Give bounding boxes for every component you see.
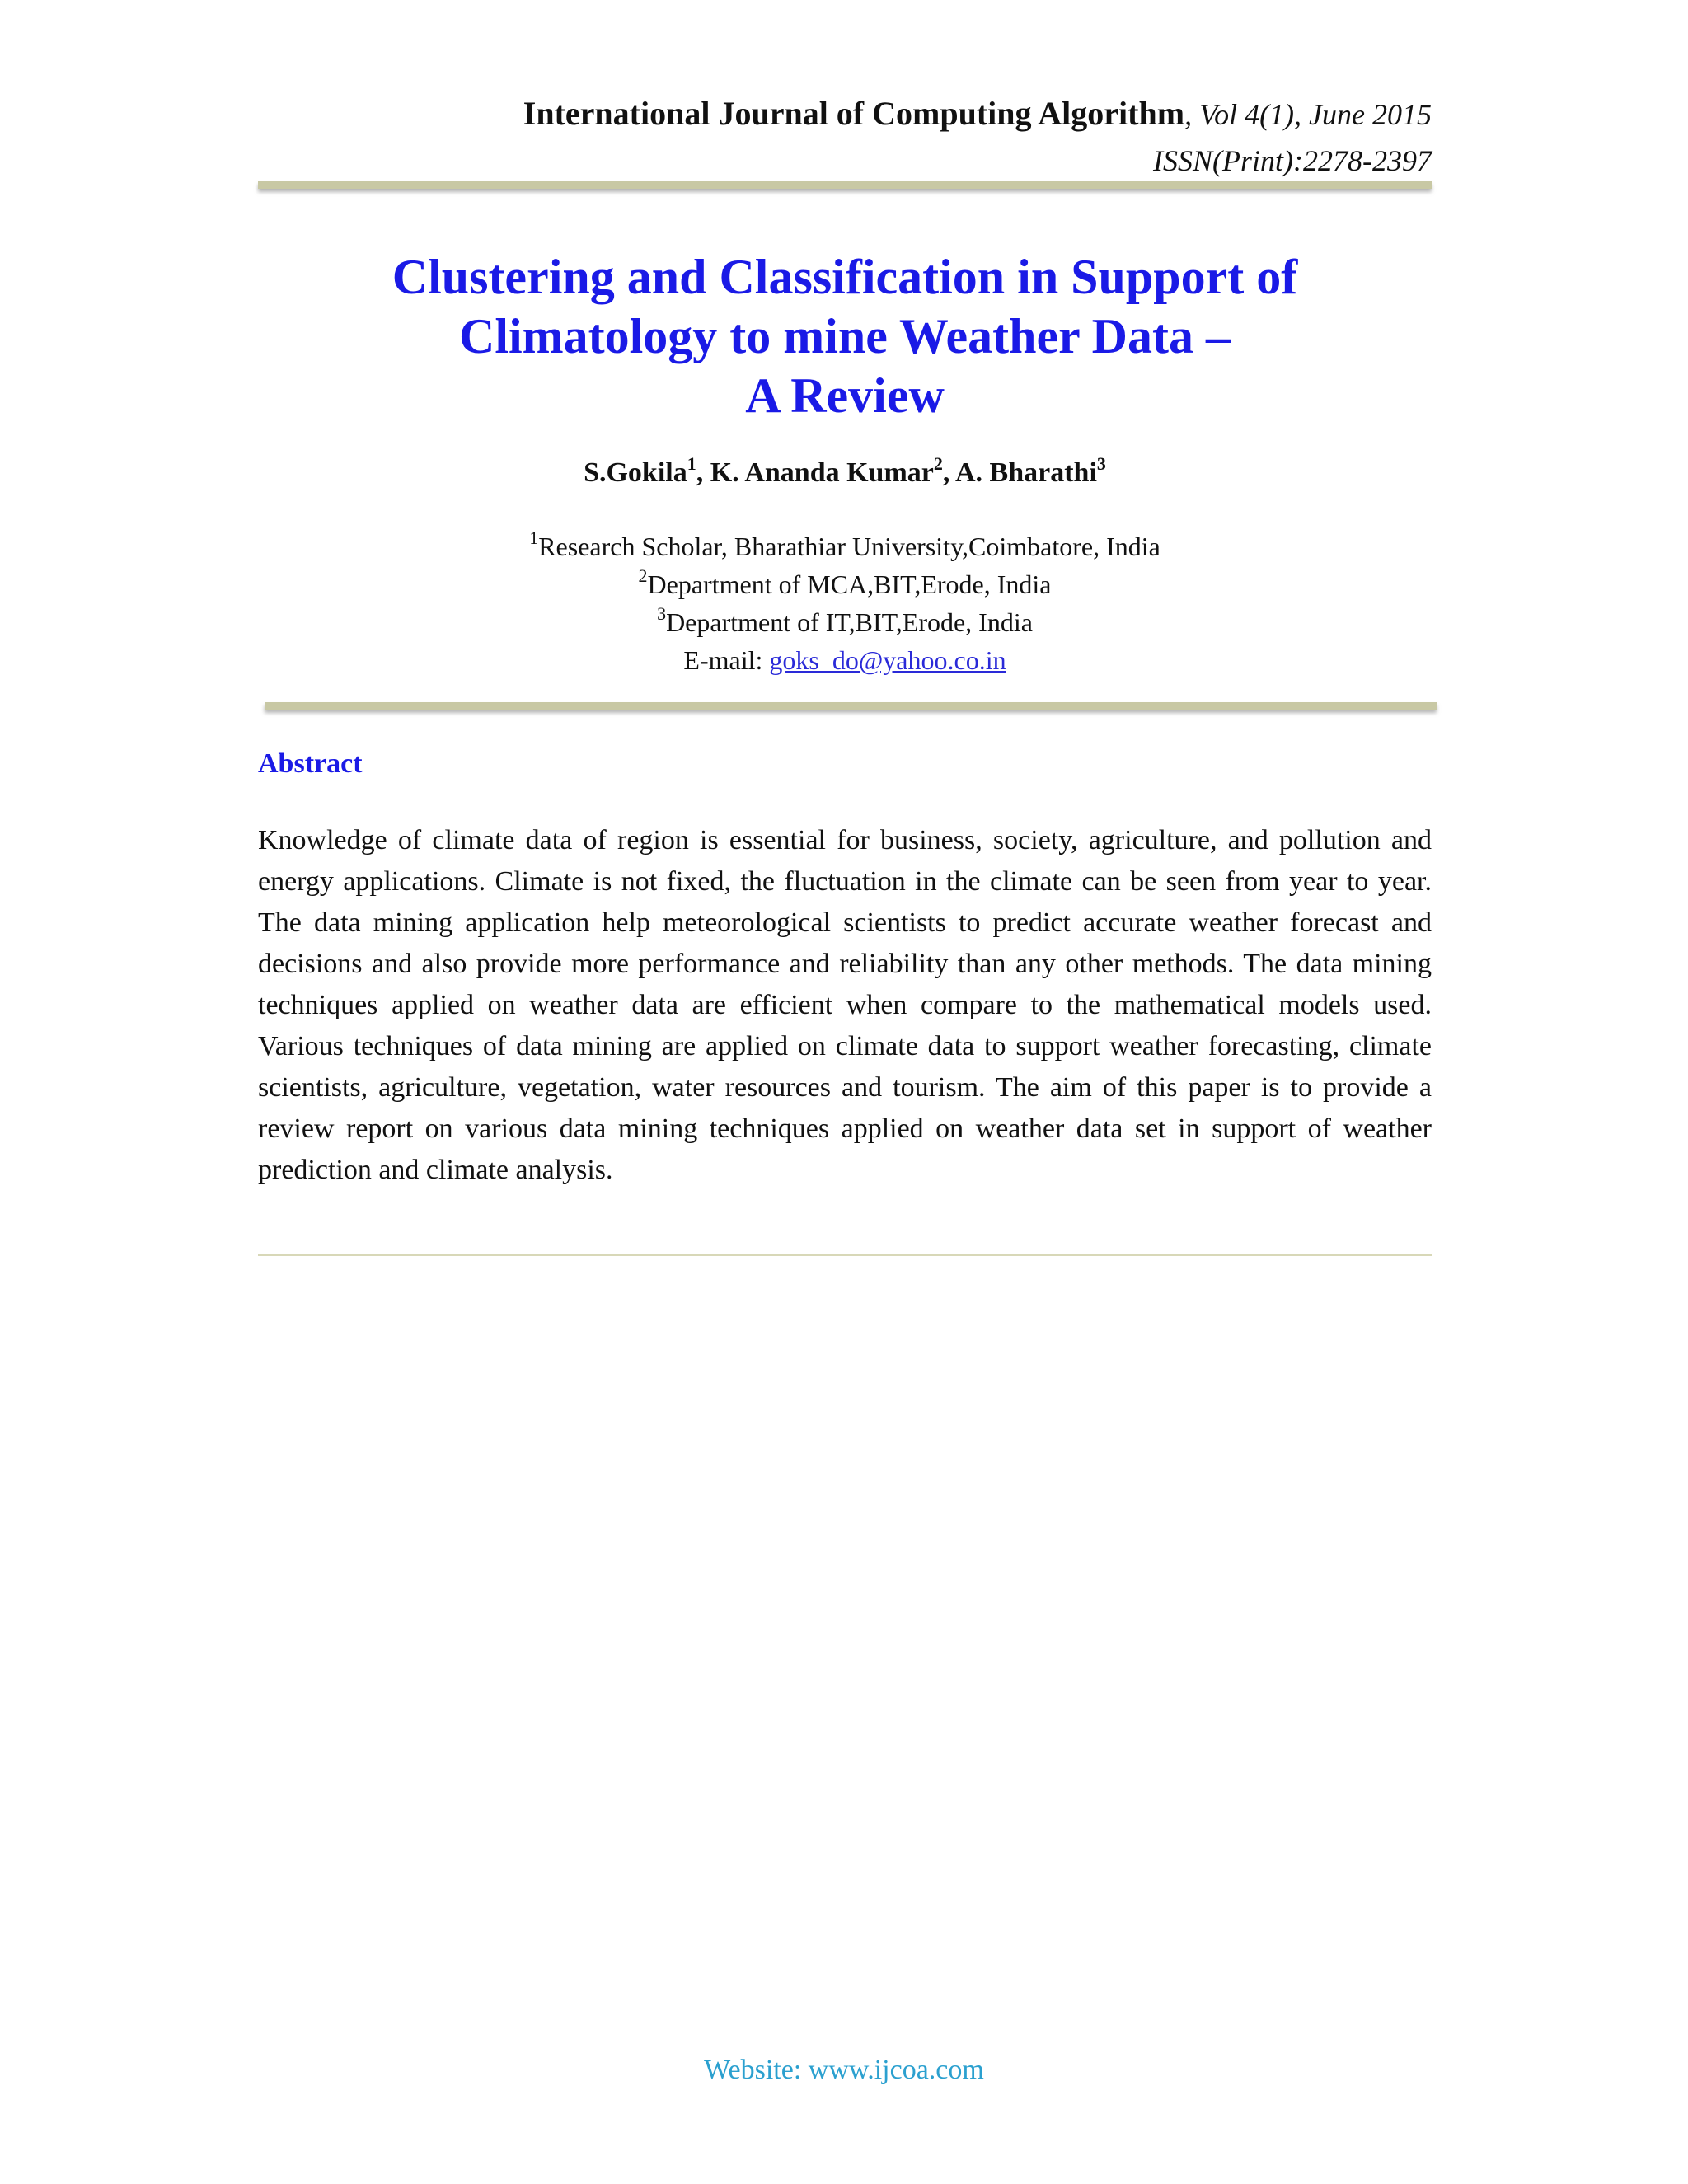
- affiliation-item: [258, 527, 1432, 565]
- journal-issn: ISSN(Print):2278-2397: [1153, 144, 1432, 177]
- title-line-1: Clustering and Classification in Support of: [392, 250, 1298, 304]
- author-affiliation-mark: 2: [933, 453, 943, 474]
- affiliation-mark: 3: [657, 603, 667, 624]
- author-list: [258, 455, 1432, 491]
- journal-header: [258, 92, 1432, 180]
- abstract-divider: [258, 1254, 1432, 1256]
- paper-title: [258, 247, 1432, 425]
- affiliation-item: [258, 565, 1432, 603]
- affiliation-item: [258, 603, 1432, 641]
- affiliation-text: Department of MCA,BIT,Erode, India: [647, 569, 1052, 599]
- author-affiliation-mark: 3: [1096, 453, 1106, 474]
- email-link[interactable]: goks_do@yahoo.co.in: [769, 645, 1006, 675]
- author-name: S.Gokila: [584, 457, 687, 488]
- journal-volume: , Vol 4(1), June 2015: [1184, 98, 1432, 131]
- abstract-heading: Abstract: [258, 748, 363, 779]
- affiliation-mark: 1: [529, 527, 539, 548]
- author-separator: ,: [696, 457, 710, 488]
- authors-divider: [265, 702, 1437, 710]
- email-line: [258, 641, 1432, 679]
- abstract-text: Knowledge of climate data of region is essential for business, society, agriculture, and pollution and energy applications. Climate is not fixed, the fluctuation in the climate can be seen from year to year. The data mining application help meteorological scientists to predict accurate weather forecast and decisions and also provide more performance and reliability than any other methods. The data mining techniques applied on weather data are efficient when compare to the mathematical models used. Various techniques of data mining are applied on climate data to support weather forecasting, climate scientists, agriculture, vegetation, water resources and tourism. The aim of this paper is to provide a review report on various data mining techniques applied on weather data set in support of weather prediction and climate analysis.: [258, 825, 1432, 1185]
- title-line-3: A Review: [745, 368, 945, 423]
- affiliation-text: Research Scholar, Bharathiar University,Coimbatore, India: [538, 532, 1160, 561]
- header-divider: [258, 181, 1432, 189]
- affiliation-text: Department of IT,BIT,Erode, India: [666, 607, 1033, 637]
- email-label: E-mail:: [683, 645, 770, 675]
- journal-citation-line: [258, 92, 1432, 136]
- author-affiliation-mark: 1: [687, 453, 696, 474]
- footer-website: Website: www.ijcoa.com: [704, 2055, 984, 2085]
- affiliation-list: [258, 527, 1432, 679]
- author-separator: ,: [942, 457, 955, 488]
- author-name: K. Ananda Kumar: [710, 457, 934, 488]
- affiliation-mark: 2: [638, 565, 648, 586]
- author-name: A. Bharathi: [955, 457, 1097, 488]
- journal-name: International Journal of Computing Algorithm: [523, 95, 1185, 132]
- title-line-2: Climatology to mine Weather Data –: [458, 309, 1231, 363]
